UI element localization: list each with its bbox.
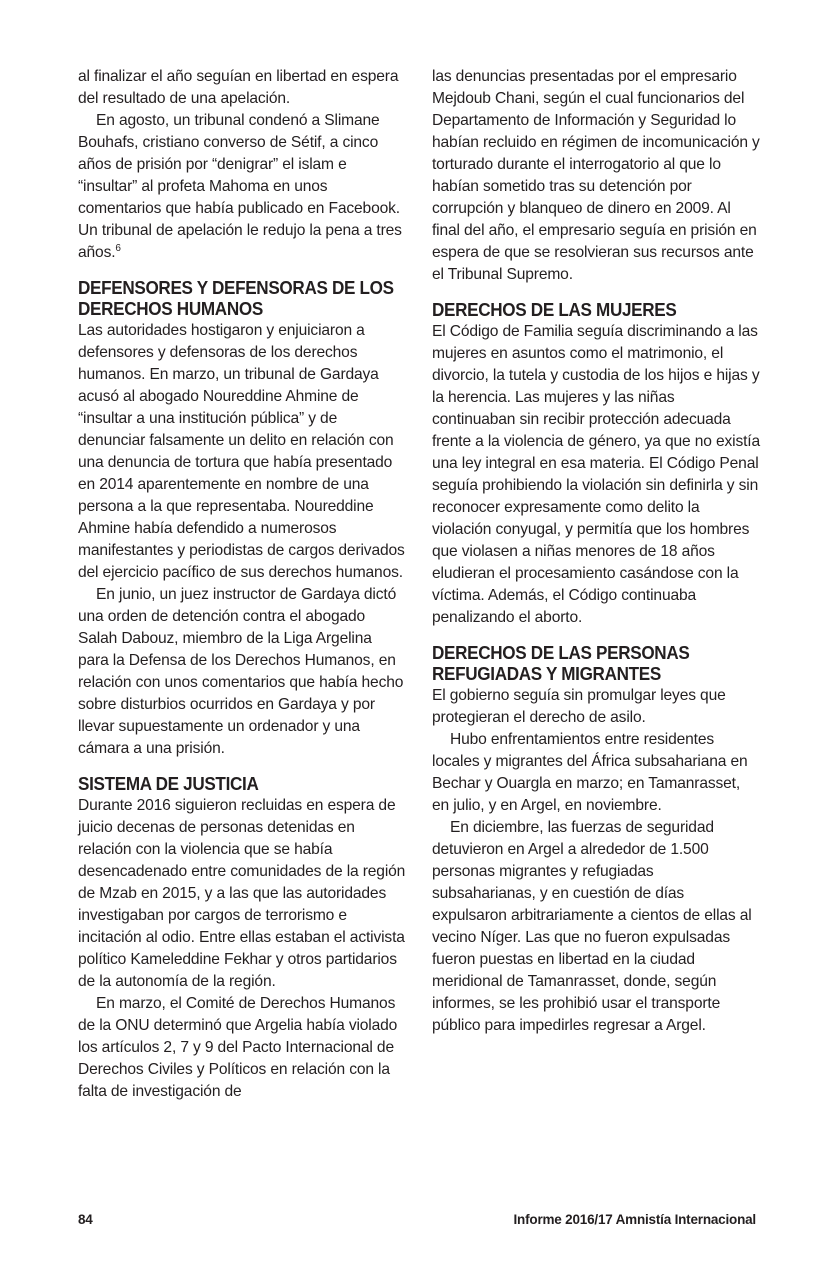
page-number: 84: [78, 1212, 93, 1227]
heading-mujeres: DERECHOS DE LAS MUJERES: [432, 299, 677, 320]
paragraph: El Código de Familia seguía discriminando a las mujeres en asuntos como el matrimonio, el divorcio, la tutela y custodia de los hijos e hijas y la herencia. Las mujeres y las niñas continuaban sin recibir protección adecuada frente a la violencia de género, ya que no existía una ley integral en esa materia. El Código Penal seguía prohibiendo la violación sin definirla y sin reconocer expresamente como delito la violación conyugal, y permitía que los hombres que violasen a niñas menores de 18 años eludieran el procesamiento casándose con la víctima. Además, el Código continuaba penalizando el aborto.: [432, 323, 760, 626]
paragraph: las denuncias presentadas por el empresario Mejdoub Chani, según el cual funcionarios del Departamento de Información y Seguridad lo habían recluido en régimen de incomunicación y torturado durante el interrogatorio al que lo habían sometido tras su detención por corrupción y blanqueo de dinero en 2009. Al final del año, el empresario seguía en prisión en espera de que se resolvieran sus recursos ante el Tribunal Supremo.: [432, 68, 760, 283]
publication-info: Informe 2016/17 Amnistía Internacional: [513, 1212, 756, 1227]
paragraph: Las autoridades hostigaron y enjuiciaron a defensores y defensoras de los derechos humanos. En marzo, un tribunal de Gardaya acusó al abogado Noureddine Ahmine de “insultar a una institución pública” y de denunciar falsamente un delito en relación con una denuncia de tortura que había presentado en 2014 aparentemente en nombre de una persona a la que representaba. Noureddine Ahmine había defendido a numerosos manifestantes y periodistas de cargos derivados del ejercicio pacífico de sus derechos humanos.: [78, 322, 405, 581]
paragraph: El gobierno seguía sin promulgar leyes que protegieran el derecho de asilo.: [432, 687, 726, 726]
left-column: [78, 66, 406, 1103]
right-column: [432, 66, 760, 1037]
page-footer: [78, 1212, 756, 1230]
paragraph: Durante 2016 siguieron recluidas en espera de juicio decenas de personas detenidas en relación con la violencia que se había desencadenado entre comunidades de la región de Mzab en 2015, y a las que las autoridades investigaban por cargos de terrorismo e incitación al odio. Entre ellas estaban el activista político Kameleddine Fekhar y otros partidarios de la autonomía de la región.: [78, 797, 406, 990]
paragraph: En diciembre, las fuerzas de seguridad detuvieron en Argel a alrededor de 1.500 personas migrantes y refugiadas subsaharianas, y en cuestión de días expulsaron arbitrariamente a cientos de ellas al vecino Níger. Las que no fueron expulsadas fueron puestas en libertad en la ciudad meridional de Tamanrasset, donde, según informes, se les prohibió usar el transporte público para impedirles regresar a Argel.: [432, 819, 752, 1034]
heading-refugiadas: DERECHOS DE LAS PERSONAS REFUGIADAS Y MIGRANTES: [432, 642, 690, 684]
paragraph: Hubo enfrentamientos entre residentes locales y migrantes del África subsahariana en Bechar y Ouargla en marzo; en Tamanrasset, en julio, y en Argel, en noviembre.: [432, 731, 748, 814]
paragraph-text: En agosto, un tribunal condenó a Slimane Bouhafs, cristiano converso de Sétif, a cinco años de prisión por “denigrar” el islam e “insultar” al profeta Mahoma en unos comentarios que había publicado en Facebook. Un tribunal de apelación le redujo la pena a tres años.: [78, 112, 402, 261]
paragraph: al finalizar el año seguían en libertad en espera del resultado de una apelación.: [78, 68, 399, 107]
paragraph-bouhafs: [78, 110, 406, 264]
heading-defensores: DEFENSORES Y DEFENSORAS DE LOS DERECHOS HUMANOS: [78, 277, 394, 319]
paragraph: En junio, un juez instructor de Gardaya dictó una orden de detención contra el abogado Salah Dabouz, miembro de la Liga Argelina para la Defensa de los Derechos Humanos, en relación con unos comentarios que había hecho sobre disturbios ocurridos en Gardaya y por llevar supuestamente un ordenador y una cámara a una prisión.: [78, 586, 404, 757]
heading-justicia: SISTEMA DE JUSTICIA: [78, 773, 259, 794]
paragraph: En marzo, el Comité de Derechos Humanos de la ONU determinó que Argelia había violado los artículos 2, 7 y 9 del Pacto Internacional de Derechos Civiles y Políticos en relación con la falta de investigación de: [78, 995, 398, 1100]
footnote-ref: 6: [115, 242, 121, 254]
